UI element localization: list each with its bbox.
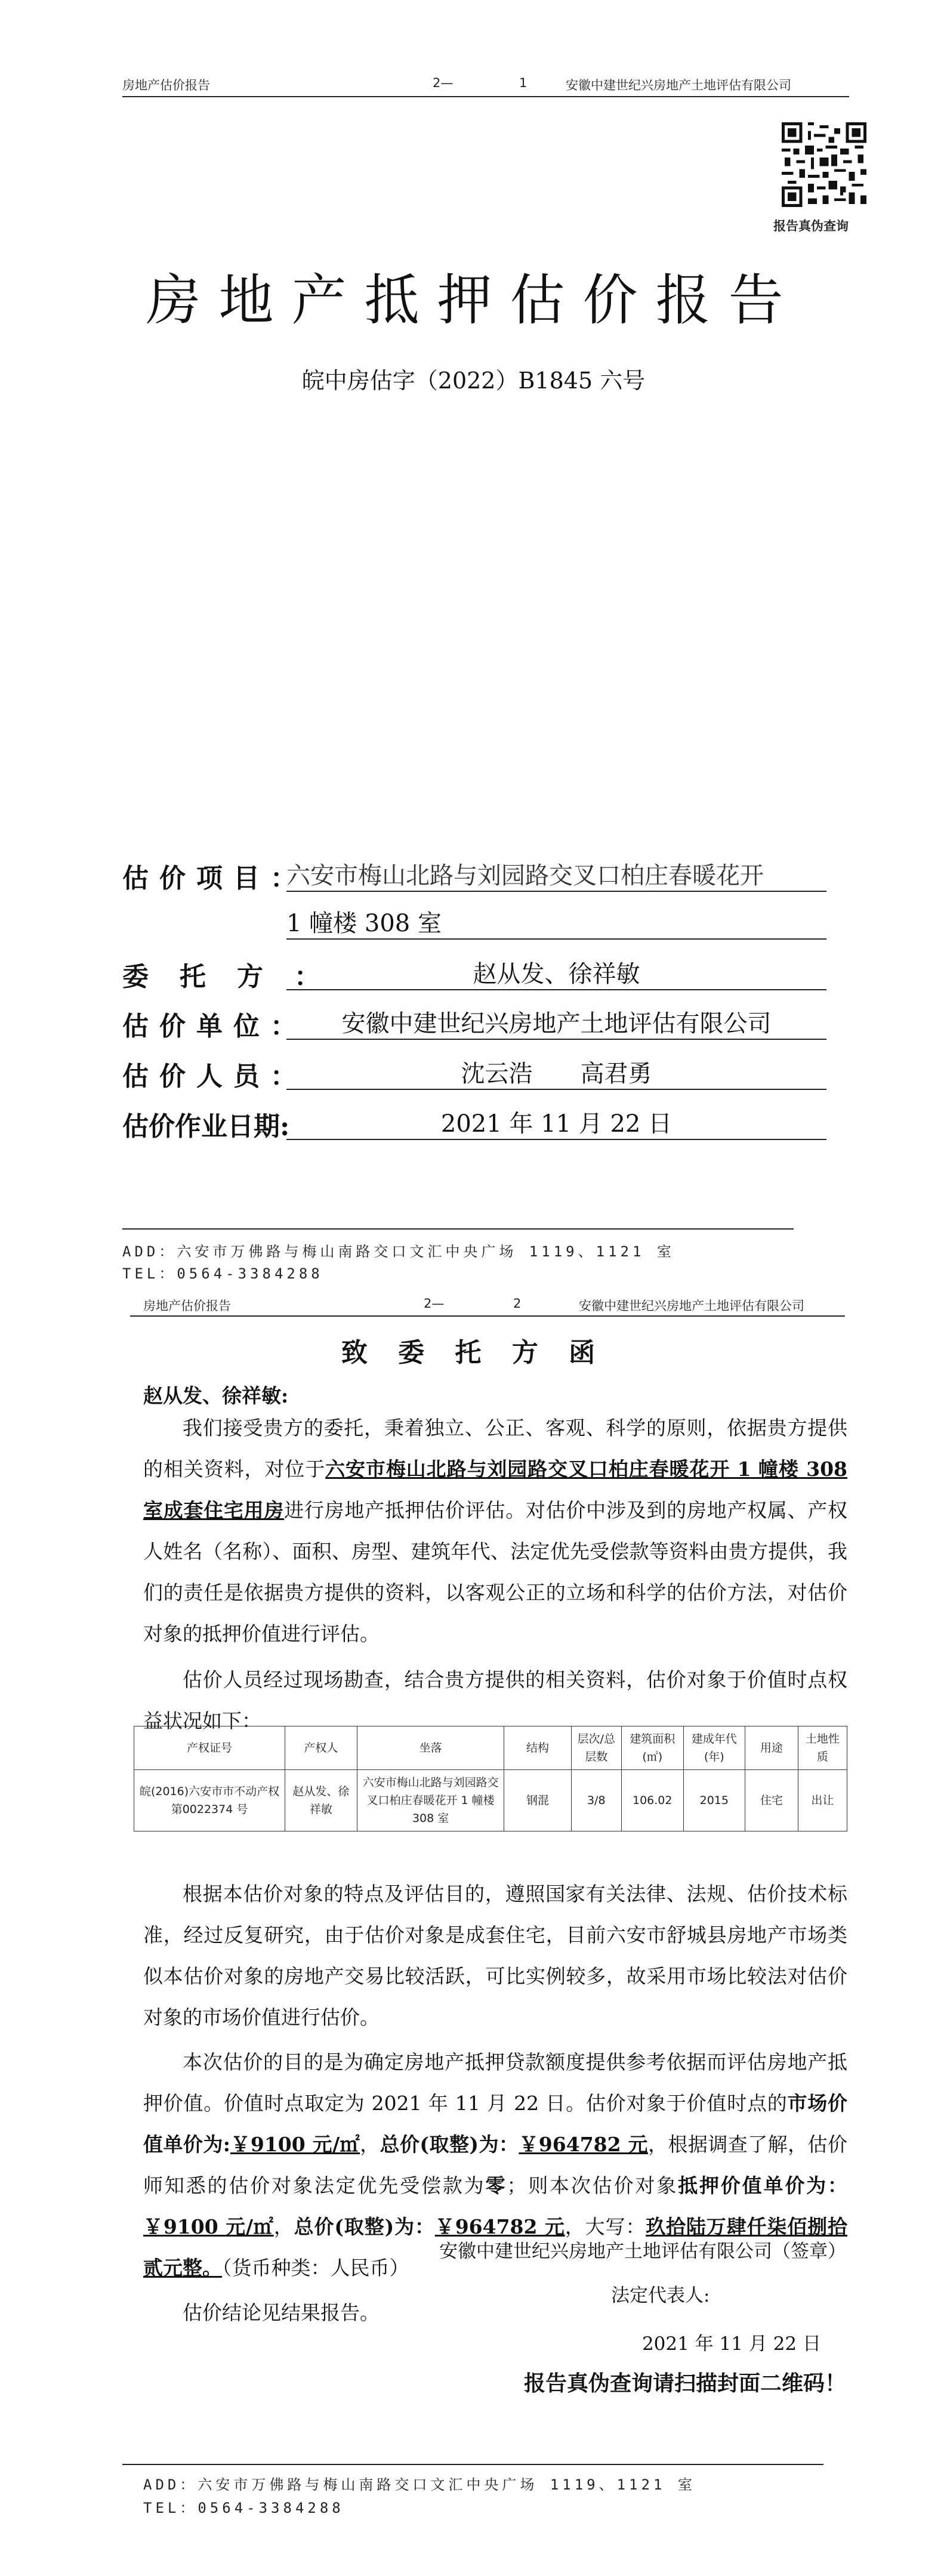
para4-text: ，根据调查了解，估价师知悉的估价对象法定优先受偿款为	[143, 2133, 848, 2197]
qr-caption: 报告真伪查询	[773, 219, 849, 233]
priority-claim-amount: 零	[485, 2174, 507, 2197]
mortgage-unit-price-label: 抵押价值单价为：	[678, 2174, 847, 2197]
market-total-price-label: 总价(取整)为：	[380, 2133, 519, 2156]
header-left: 房地产估价报告	[122, 78, 210, 92]
para2: 估价人员经过现场勘查，结合贵方提供的相关资料，估价对象于价值时点权益状况如下：	[143, 1668, 847, 1732]
currency-note: （货币种类：人民币）	[222, 2256, 409, 2280]
table-cell: 六安市梅山北路与刘园路交叉口柏庄春暖花开 1 幢楼 308 室	[357, 1770, 504, 1831]
para4-text: ，	[273, 2215, 294, 2238]
para4-text: ，	[360, 2133, 380, 2156]
header-left: 房地产估价报告	[143, 1299, 231, 1313]
letter-body	[143, 1407, 847, 1741]
para4-text: 本次估价的目的是为确定房地产抵押贷款额度提供参考依据而评估房地产抵押价值。价值时点取定为 2021 年 11 月 22 日。估价对象于价值时点的	[143, 2050, 847, 2115]
table-header-row	[134, 1726, 847, 1770]
header-page-prefix: 2—	[424, 1296, 445, 1311]
header-page-prefix: 2—	[433, 76, 454, 90]
mortgage-total-price: ￥964782 元	[434, 2215, 565, 2238]
para1-text-a: 我们接受贵方的委托，秉着独立、公正、客观、科学的原则，依据贵方提供的相关资料，对位于	[143, 1416, 847, 1481]
property-address: 六安市梅山北路与刘园路交叉口柏庄春暖花开 1 幢楼 308 室成套住宅用房	[143, 1457, 848, 1522]
unit-label: 估价单位：	[122, 1011, 307, 1042]
table-header-cell: 建成年代(年)	[683, 1726, 745, 1770]
appraiser-value: 沈云浩 高君勇	[286, 1055, 826, 1090]
header-rule	[122, 96, 849, 97]
table-header-cell: 坐落	[357, 1726, 504, 1770]
table-header-cell: 用途	[745, 1726, 798, 1770]
market-total-price: ￥964782 元	[519, 2133, 648, 2156]
table-header-cell: 产权人	[285, 1726, 357, 1770]
signature-date: 2021 年 11 月 22 日	[641, 2333, 821, 2355]
footer-address: ADD：六安市万佛路与梅山南路交口文汇中央广场 1119、1121 室	[143, 2476, 696, 2493]
para3: 根据本估价对象的特点及评估目的，遵照国家有关法律、法规、估价技术标准，经过反复研究，由于估价对象是成套住宅，目前六安市舒城县房地产市场类似本估价对象的房地产交易比较活跃，可比实例较多，故采用市场比较法对估价对象的市场价值进行估价。	[143, 1882, 847, 2029]
table-cell: 赵从发、徐祥敏	[285, 1770, 357, 1831]
header-right: 安徽中建世纪兴房地产土地评估有限公司	[566, 78, 791, 92]
header-right: 安徽中建世纪兴房地产土地评估有限公司	[579, 1299, 804, 1313]
footer-rule	[122, 1228, 794, 1230]
salutation: 赵从发、徐祥敏:	[143, 1384, 289, 1407]
table-cell: 住宅	[745, 1770, 798, 1831]
mortgage-total-price-label: 总价(取整)为：	[294, 2215, 435, 2238]
date-value: 2021 年 11 月 22 日	[286, 1105, 826, 1140]
table-cell: 2015	[683, 1770, 745, 1831]
appraiser-label: 估价人员：	[122, 1061, 307, 1092]
table-cell: 出让	[798, 1770, 847, 1831]
report-title: 房地产抵押估价报告	[146, 268, 801, 332]
table-header-cell: 土地性质	[798, 1726, 847, 1770]
letter-body-continued	[143, 1873, 847, 2333]
table-cell: 钢混	[504, 1770, 571, 1831]
para5: 估价结论见结果报告。	[183, 2301, 380, 2324]
market-unit-price: ￥9100 元/㎡	[230, 2133, 360, 2156]
project-label: 估价项目：	[122, 863, 307, 894]
para4-text: ；则本次估价对象	[507, 2174, 678, 2197]
mortgage-unit-price: ￥9100 元/㎡	[143, 2215, 274, 2238]
client-value: 赵从发、徐祥敏	[286, 955, 826, 990]
report-number: 皖中房估字（2022）B1845 六号	[301, 367, 646, 394]
signature-company: 安徽中建世纪兴房地产土地评估有限公司（签章）	[439, 2241, 846, 2262]
table-row	[134, 1770, 847, 1831]
client-label: 委托方：	[122, 962, 351, 992]
para4-text: ，大写：	[565, 2215, 646, 2238]
table-cell: 106.02	[621, 1770, 683, 1831]
property-table	[134, 1726, 847, 1831]
header-page-number: 1	[519, 76, 528, 90]
project-value-line2: 1 幢楼 308 室	[286, 904, 826, 940]
footer-address: ADD：六安市万佛路与梅山南路交口文汇中央广场 1119、1121 室	[122, 1243, 675, 1260]
project-value-line1: 六安市梅山北路与刘园路交叉口柏庄春暖花开	[286, 857, 826, 892]
market-unit-price-label: 市场价值单价为:	[143, 2092, 848, 2156]
letter-title: 致 委 托 方 函	[341, 1338, 606, 1368]
amount-in-words: 玖拾陆万肆仟柒佰捌拾贰元整。	[143, 2215, 848, 2280]
footer-rule	[122, 2464, 823, 2465]
footer-phone: TEL：0564-3384288	[122, 1265, 323, 1282]
signature-legal-rep: 法定代表人:	[611, 2285, 710, 2306]
para1-text-b: 进行房地产抵押估价评估。对估价中涉及到的房地产权属、产权人姓名（名称）、面积、房型、建筑年代、法定优先受偿款等资料由贵方提供，我们的责任是依据贵方提供的资料，以客观公正的立场和科学的估价方法，对估价对象的抵押价值进行评估。	[143, 1499, 848, 1645]
table-header-cell: 产权证号	[134, 1726, 285, 1770]
table-header-cell: 建筑面积(㎡)	[621, 1726, 683, 1770]
table-cell: 皖(2016)六安市市不动产权第0022374 号	[134, 1770, 285, 1831]
footer-phone: TEL：0564-3384288	[143, 2500, 344, 2516]
qr-code-icon	[782, 122, 866, 207]
table-cell: 3/8	[571, 1770, 621, 1831]
unit-value: 安徽中建世纪兴房地产土地评估有限公司	[286, 1005, 826, 1040]
date-label: 估价作业日期:	[122, 1111, 290, 1142]
table-header-cell: 结构	[504, 1726, 571, 1770]
header-page-number: 2	[513, 1296, 522, 1311]
verification-note: 报告真伪查询请扫描封面二维码！	[523, 2371, 846, 2396]
header-rule	[130, 1315, 845, 1317]
table-header-cell: 层次/总层数	[571, 1726, 621, 1770]
